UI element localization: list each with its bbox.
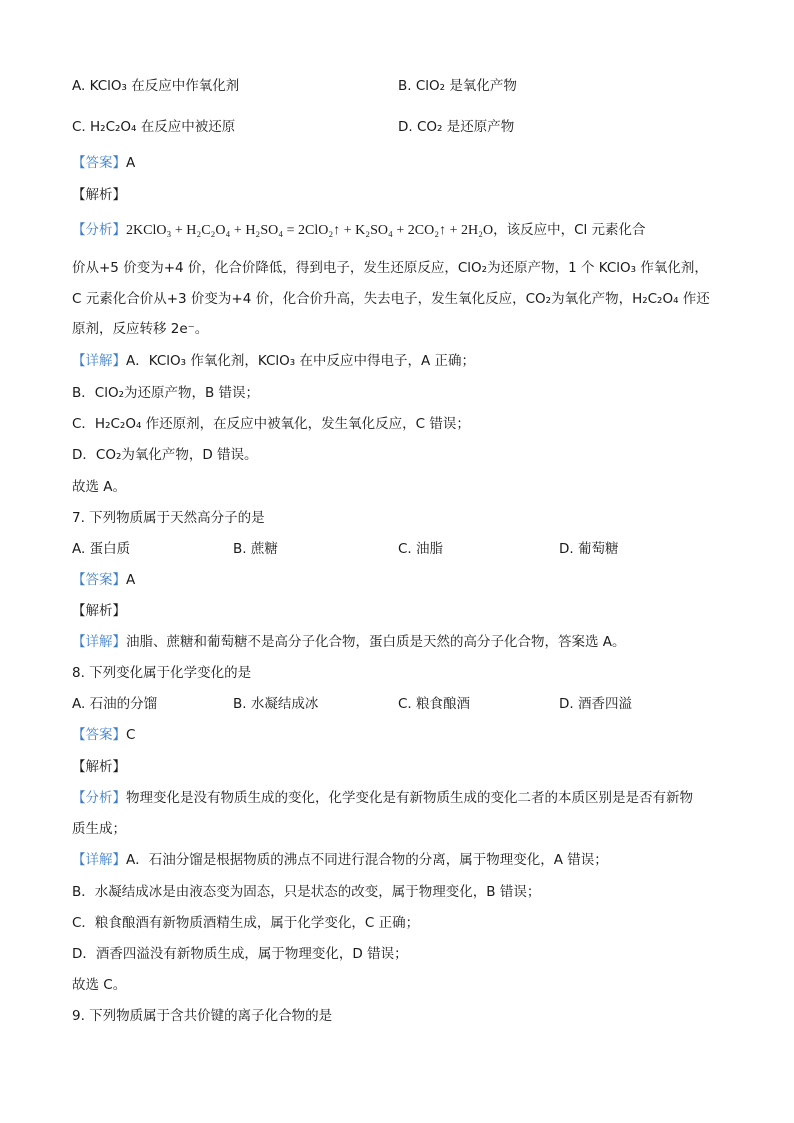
q6-fenxi-line-3: C 元素化合价从+3 价变为+4 价，化合价升高，失去电子，发生氧化反应，CO₂为氧化产物，H₂C₂O₄ 作还 [72,291,710,307]
q8-option-d: D. 酒香四溢 [559,696,632,712]
q7-answer [72,568,135,588]
q7-option-b: B. 蔗糖 [233,541,278,557]
answer-tag: 【答案】 [72,155,126,171]
q6-option-b: B. ClO₂ 是氧化产物 [398,78,517,94]
q8-option-b: B. 水凝结成冰 [233,696,319,712]
answer-value: A [126,155,136,171]
fenxi-tag: 【分析】 [72,790,126,806]
q7-option-d: D. 葡萄糖 [559,541,619,557]
q6-analysis-tag: 【解析】 [72,187,126,203]
q7-stem: 7. 下列物质属于天然高分子的是 [72,510,265,526]
q8-detail-line-3: C．粮食酿酒有新物质酒精生成，属于化学变化，C 正确； [72,915,420,931]
q6-fenxi-line-2: 价从+5 价变为+4 价，化合价降低，得到电子，发生还原反应，ClO₂为还原产物，1 个 KClO₃ 作氧化剂， [72,260,708,276]
q8-analysis-tag: 【解析】 [72,759,126,775]
q8-detail-line-4: D．酒香四溢没有新物质生成，属于物理变化，D 错误； [72,946,408,962]
q8-fenxi-line-1 [72,786,693,806]
q8-answer [72,723,135,743]
q8-option-a: A. 石油的分馏 [72,696,158,712]
q6-option-a: A. KClO₃ 在反应中作氧化剂 [72,78,240,94]
q6-detail-line-4: D．CO₂为氧化产物，D 错误。 [72,447,258,463]
q6-answer [72,151,135,171]
reaction-equation: 2KClO₃ + H₂C₂O₄ + H₂SO₄ = 2ClO₂↑ + K₂SO₄ + 2CO₂↑ + 2H₂O [126,223,494,238]
detail-tag: 【详解】 [72,353,126,369]
q8-stem: 8. 下列变化属于化学变化的是 [72,665,252,681]
q7-option-c: C. 油脂 [398,541,444,557]
fenxi-rest: ，该反应中，Cl 元素化合 [493,222,646,238]
q6-fenxi-line-1 [72,218,646,239]
answer-value: C [126,727,136,743]
q6-detail-line-2: B．ClO₂为还原产物，B 错误； [72,385,260,401]
q8-detail-line-1 [72,848,608,868]
detail-tag: 【详解】 [72,852,126,868]
q8-fenxi-line-2: 质生成； [72,821,126,837]
fenxi-tag: 【分析】 [72,222,126,238]
fenxi-text: 物理变化是没有物质生成的变化，化学变化是有新物质生成的变化二者的本质区别是是否有新物 [126,790,693,806]
detail-text: A．KClO₃ 作氧化剂，KClO₃ 在中反应中得电子，A 正确； [126,353,476,369]
q7-detail [72,630,626,650]
q7-analysis-tag: 【解析】 [72,603,126,619]
q6-fenxi-line-4: 原剂，反应转移 2e⁻。 [72,321,209,337]
q8-detail-line-2: B．水凝结成冰是由液态变为固态，只是状态的改变，属于物理变化，B 错误； [72,884,541,900]
answer-tag: 【答案】 [72,572,126,588]
q7-option-a: A. 蛋白质 [72,541,131,557]
q6-conclusion: 故选 A。 [72,479,127,495]
answer-value: A [126,572,136,588]
q8-option-c: C. 粮食酿酒 [398,696,471,712]
q9-stem: 9. 下列物质属于含共价键的离子化合物的是 [72,1008,333,1024]
detail-text: A．石油分馏是根据物质的沸点不同进行混合物的分离，属于物理变化，A 错误； [126,852,608,868]
q6-option-d: D. CO₂ 是还原产物 [398,119,515,135]
q6-detail-line-3: C．H₂C₂O₄ 作还原剂，在反应中被氧化，发生氧化反应，C 错误； [72,416,470,432]
q8-conclusion: 故选 C。 [72,977,127,993]
answer-tag: 【答案】 [72,727,126,743]
detail-text: 油脂、蔗糖和葡萄糖不是高分子化合物，蛋白质是天然的高分子化合物，答案选 A。 [126,634,626,650]
q6-option-c: C. H₂C₂O₄ 在反应中被还原 [72,119,236,135]
q6-detail-line-1 [72,349,475,369]
detail-tag: 【详解】 [72,634,126,650]
